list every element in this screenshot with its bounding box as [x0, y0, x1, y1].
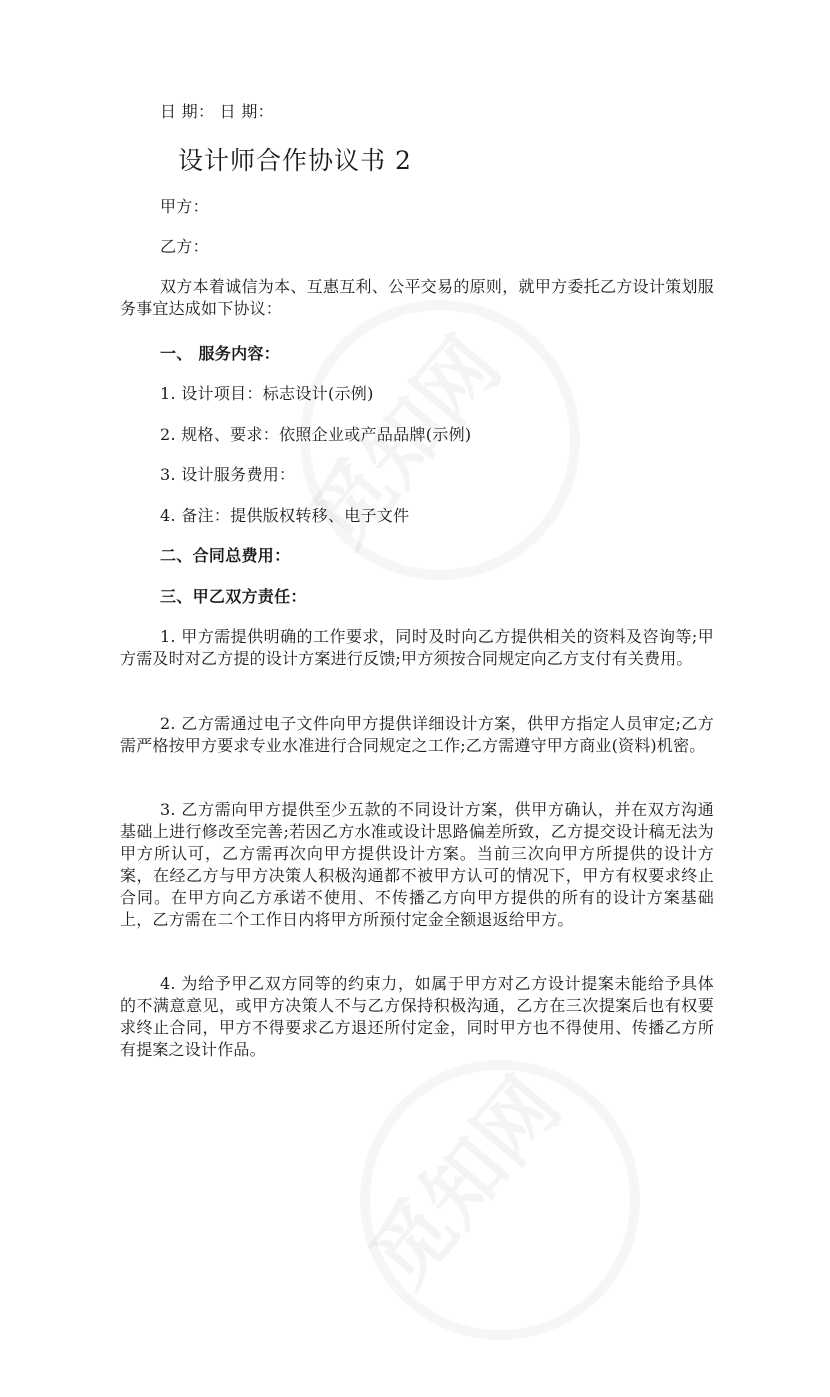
service-item-4: 4. 备注：提供版权转移、电子文件: [160, 506, 410, 525]
intro-paragraph: 双方本着诚信为本、互惠互利、公平交易的原则，就甲方委托乙方设计策划服务事宜达成如下协议：: [120, 277, 714, 318]
clause-2-paragraph: 2. 乙方需通过电子文件向甲方提供详细设计方案，供甲方指定人员审定;乙方需严格按甲方要求专业水准进行合同规定之工作;乙方需遵守甲方商业(资料)机密。: [120, 714, 714, 755]
section-3-heading: 三、甲乙双方责任：: [160, 587, 307, 606]
service-item-3: 3. 设计服务费用：: [160, 465, 296, 484]
party-b-label: 乙方：: [160, 237, 209, 256]
service-item-2: 2. 规格、要求：依照企业或产品品牌(示例): [160, 425, 472, 444]
clause-1-paragraph: 1. 甲方需提供明确的工作要求，同时及时向乙方提供相关的资料及咨询等;甲方需及时对乙方提的设计方案进行反馈;甲方须按合同规定向乙方支付有关费用。: [120, 627, 714, 668]
section-2-heading: 二、合同总费用：: [160, 546, 291, 565]
date-line: 日 期： 日 期：: [160, 102, 274, 121]
clause-4-paragraph: 4. 为给予甲乙双方同等的约束力，如属于甲方对乙方设计提案未能给予具体的不满意意见，或甲方决策人不与乙方保持积极沟通，乙方在三次提案后也有权要求终止合同，甲方不得要求乙方退还所付定金，同时甲方也不得使用、传播乙方所有提案之设计作品。: [120, 974, 714, 1059]
party-a-label: 甲方：: [160, 197, 209, 216]
section-1-heading: 一、 服务内容：: [160, 344, 280, 363]
service-item-1: 1. 设计项目：标志设计(示例): [160, 384, 374, 403]
watermark-ring-bottom: [303, 1003, 697, 1397]
clause-3-paragraph: 3. 乙方需向甲方提供至少五款的不同设计方案，供甲方确认，并在双方沟通基础上进行修改至完善;若因乙方水准或设计思路偏差所致，乙方提交设计稿无法为甲方所认可，乙方需再次向甲方提供设计方案。当前三次向甲方所提供的设计方案，在经乙方与甲方决策人积极沟通都不被甲方认可的情况下，甲方有权要求终止合同。在甲方向乙方承诺不使用、不传播乙方向甲方提供的所有的设计方案基础上，乙方需在二个工作日内将甲方所预付定金全额退返给甲方。: [120, 800, 714, 929]
page-title: 设计师合作协议书 2: [178, 146, 412, 175]
